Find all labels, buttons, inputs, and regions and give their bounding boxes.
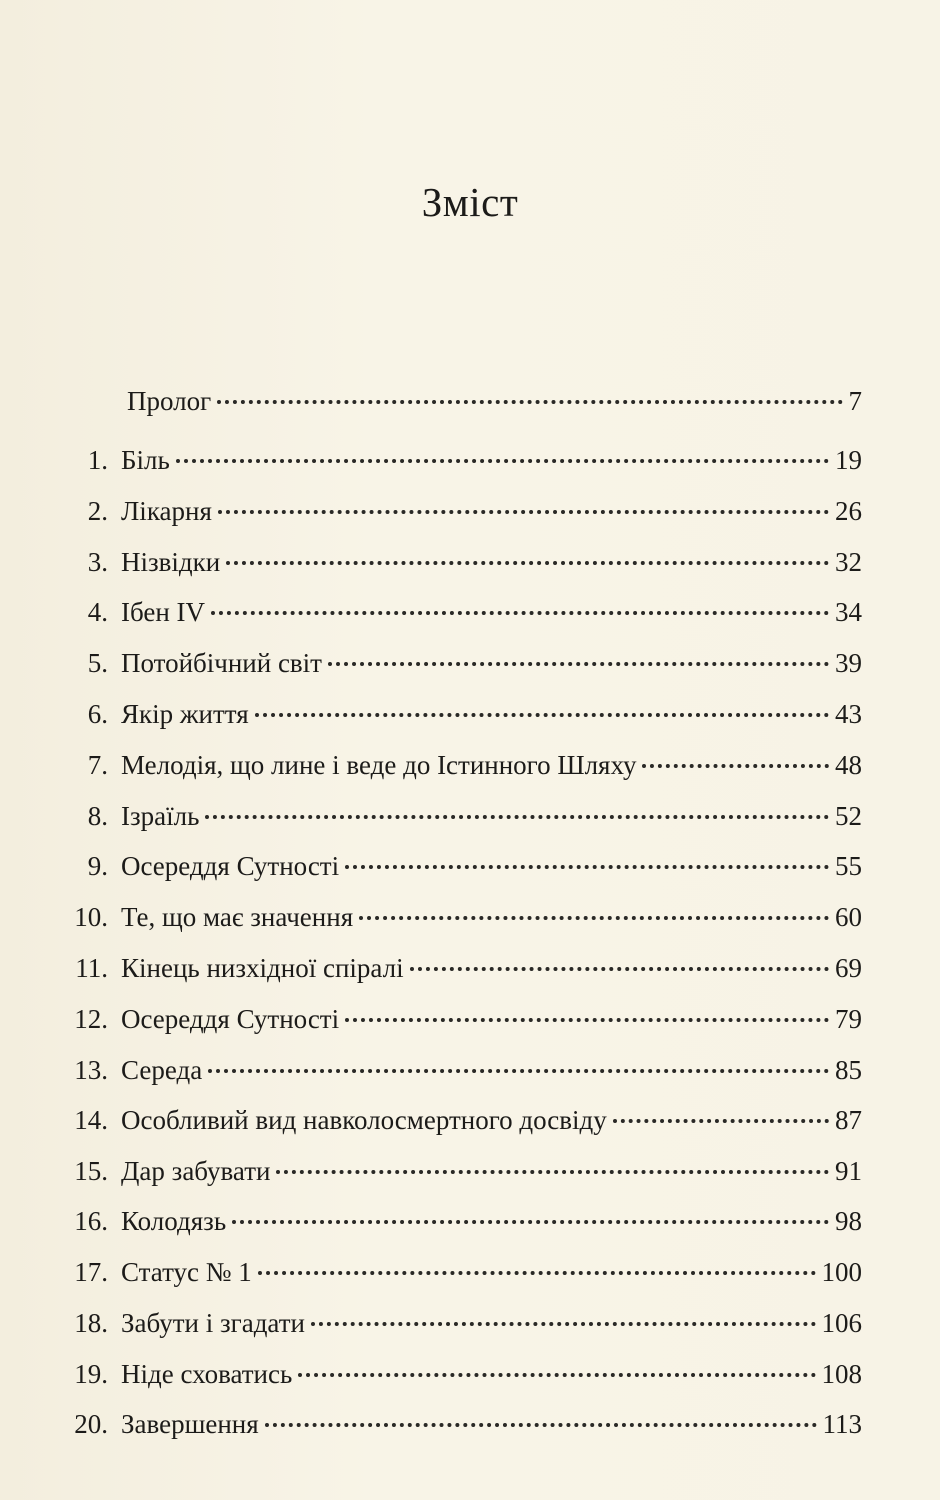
toc-entry-page: 69 xyxy=(835,953,862,983)
toc-entry-number: 17. xyxy=(74,1257,108,1287)
toc-entry-title: Біль xyxy=(121,445,170,475)
toc-entry-page: 91 xyxy=(835,1156,862,1186)
dot-leader xyxy=(211,611,829,615)
toc-entry-page: 106 xyxy=(821,1308,862,1338)
toc-entry-page: 85 xyxy=(835,1055,862,1085)
toc-entry-page: 39 xyxy=(835,648,862,678)
toc-entry-number: 10. xyxy=(74,902,108,932)
toc-entry-page: 55 xyxy=(835,851,862,881)
toc-entry-title: Якір життя xyxy=(121,699,249,729)
toc-entry-number: 6. xyxy=(87,699,108,729)
toc-entry-number: 19. xyxy=(74,1359,108,1389)
toc-entry-page: 113 xyxy=(822,1409,862,1439)
toc-entry xyxy=(0,1100,940,1140)
toc-entry-number: 16. xyxy=(74,1206,108,1236)
toc-entry-number: 8. xyxy=(87,801,108,831)
toc-entry-number: 5. xyxy=(87,648,108,678)
toc-entry-page: 79 xyxy=(835,1004,862,1034)
dot-leader xyxy=(642,764,829,768)
toc-entry xyxy=(0,846,940,886)
toc-entry-number: 14. xyxy=(74,1105,108,1135)
toc-entry-page: 100 xyxy=(821,1257,862,1287)
toc-entry xyxy=(0,1151,940,1191)
toc-entry-page: 98 xyxy=(835,1206,862,1236)
toc-entry xyxy=(0,694,940,734)
toc-entry xyxy=(0,491,940,531)
toc-entry-title: Особливий вид навколосмертного досвіду xyxy=(121,1105,607,1135)
toc-entry xyxy=(0,1404,940,1444)
toc-entry-number: 12. xyxy=(74,1004,108,1034)
toc-entry-title: Нізвідки xyxy=(121,547,221,577)
page-title: Зміст xyxy=(421,179,519,225)
toc-entry-title: Середа xyxy=(121,1055,203,1085)
toc-entry-title: Пролог xyxy=(127,386,212,416)
toc-entry-title: Забути і згадати xyxy=(121,1308,305,1338)
toc-entry-number: 7. xyxy=(87,750,108,780)
toc-entry xyxy=(0,897,940,937)
dot-leader xyxy=(345,865,829,869)
dot-leader xyxy=(328,662,829,666)
toc-entry-title: Ізраїль xyxy=(121,801,200,831)
toc-entry-number: 18. xyxy=(74,1308,108,1338)
toc-entry-title: Осереддя Сутності xyxy=(121,1004,340,1034)
toc-entry-title: Мелодія, що лине і веде до Істинного Шляху xyxy=(121,750,637,780)
toc-entry-number: 1. xyxy=(87,445,108,475)
toc-entry-prologue xyxy=(0,381,940,421)
toc-entry-number: 15. xyxy=(74,1156,108,1186)
dot-leader xyxy=(255,713,829,717)
toc-entry-number: 13. xyxy=(74,1055,108,1085)
toc-entry xyxy=(0,542,940,582)
dot-leader xyxy=(226,561,829,565)
toc-entry-page: 19 xyxy=(835,445,862,475)
toc-entry-title: Статус № 1 xyxy=(121,1257,252,1287)
toc-entry xyxy=(0,745,940,785)
dot-leader xyxy=(276,1170,829,1174)
dot-leader xyxy=(311,1322,816,1326)
toc-entry-number: 3. xyxy=(87,547,108,577)
toc-entry-page: 7 xyxy=(848,386,862,416)
dot-leader xyxy=(258,1271,816,1275)
toc-entry-number: 11. xyxy=(75,953,108,983)
toc-entry-title: Лікарня xyxy=(121,496,212,526)
toc-entry-number: 20. xyxy=(74,1409,108,1439)
dot-leader xyxy=(298,1373,815,1377)
toc-entry-number: 9. xyxy=(87,851,108,881)
dot-leader xyxy=(208,1069,829,1073)
dot-leader xyxy=(205,815,829,819)
dot-leader xyxy=(410,967,829,971)
toc-entry xyxy=(0,1201,940,1241)
toc-entry-title: Ніде сховатись xyxy=(121,1359,293,1389)
toc-entry-title: Завершення xyxy=(121,1409,259,1439)
toc-entry xyxy=(0,948,940,988)
dot-leader xyxy=(345,1018,829,1022)
dot-leader xyxy=(359,916,829,920)
toc-entry-page: 52 xyxy=(835,801,862,831)
dot-leader xyxy=(217,400,842,404)
toc-entry xyxy=(0,1303,940,1343)
toc-entry-page: 87 xyxy=(835,1105,862,1135)
toc-entry-number: 4. xyxy=(87,597,108,627)
dot-leader xyxy=(265,1423,817,1427)
toc-entry-title: Те, що має значення xyxy=(121,902,354,932)
toc-entry-page: 34 xyxy=(835,597,862,627)
toc-entry xyxy=(0,1252,940,1292)
toc-entry-page: 60 xyxy=(835,902,862,932)
toc-entry xyxy=(0,643,940,683)
toc-entry-title: Кінець низхідної спіралі xyxy=(121,953,404,983)
toc-entry-title: Дар забувати xyxy=(121,1156,271,1186)
toc-entry xyxy=(0,796,940,836)
toc-entry-title: Потойбічний світ xyxy=(121,648,322,678)
toc-entry-page: 108 xyxy=(821,1359,862,1389)
toc-entry-title: Колодязь xyxy=(121,1206,227,1236)
toc-entry xyxy=(0,999,940,1039)
dot-leader xyxy=(232,1220,829,1224)
toc-entry xyxy=(0,440,940,480)
toc-entry-title: Осереддя Сутності xyxy=(121,851,340,881)
toc-entry-page: 32 xyxy=(835,547,862,577)
toc-entry-title: Ібен IV xyxy=(121,597,206,627)
toc-entry xyxy=(0,1050,940,1090)
dot-leader xyxy=(176,459,829,463)
toc-entry-page: 43 xyxy=(835,699,862,729)
toc-entry-number: 2. xyxy=(87,496,108,526)
toc-entry-page: 26 xyxy=(835,496,862,526)
toc-entry-page: 48 xyxy=(835,750,862,780)
toc-entry xyxy=(0,592,940,632)
toc-entry xyxy=(0,1354,940,1394)
dot-leader xyxy=(613,1119,829,1123)
dot-leader xyxy=(218,510,829,514)
